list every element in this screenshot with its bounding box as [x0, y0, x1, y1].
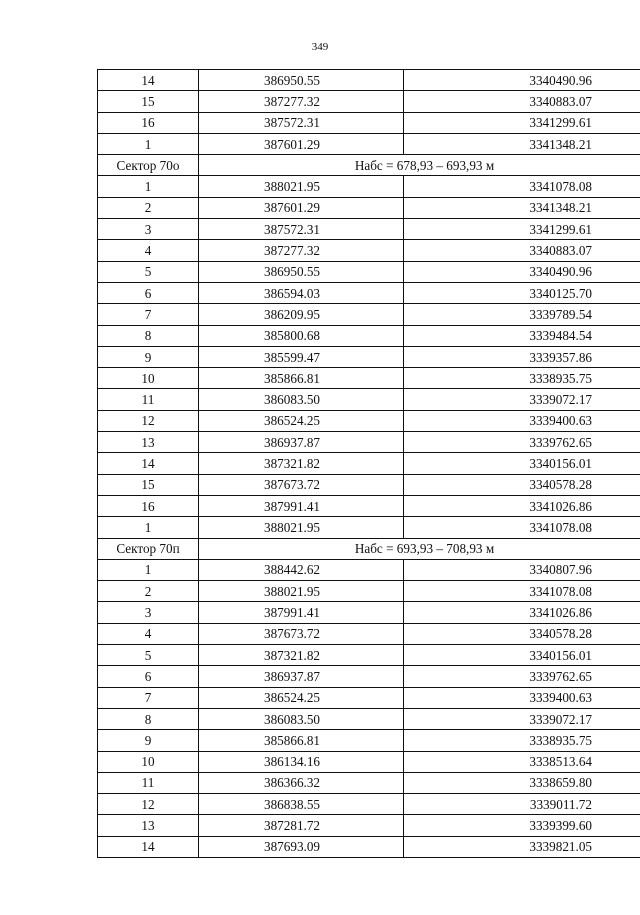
- point-number: 9: [98, 730, 199, 751]
- point-number: 5: [98, 645, 199, 666]
- coordinate-x: 386950.55: [199, 261, 404, 282]
- coordinate-y: 3341348.21: [404, 133, 640, 154]
- point-number: 1: [98, 559, 199, 580]
- point-number: 2: [98, 197, 199, 218]
- point-number: 4: [98, 240, 199, 261]
- point-number: 5: [98, 261, 199, 282]
- coordinate-y: 3340883.07: [404, 91, 640, 112]
- table-row: [98, 240, 640, 261]
- coordinate-y: 3339399.60: [404, 815, 640, 836]
- coordinate-y: 3340578.28: [404, 623, 640, 644]
- coordinates-table: [97, 69, 640, 858]
- coordinate-x: 386524.25: [199, 687, 404, 708]
- point-number: 14: [98, 70, 199, 91]
- table-row: [98, 474, 640, 495]
- point-number: 8: [98, 708, 199, 729]
- coordinate-x: 386937.87: [199, 432, 404, 453]
- coordinate-y: 3341078.08: [404, 581, 640, 602]
- coordinate-x: 387991.41: [199, 495, 404, 516]
- point-number: 10: [98, 368, 199, 389]
- table-row: [98, 176, 640, 197]
- coordinate-y: 3339821.05: [404, 836, 640, 857]
- coordinate-x: 386083.50: [199, 389, 404, 410]
- coordinate-x: 387601.29: [199, 197, 404, 218]
- coordinate-x: 387991.41: [199, 602, 404, 623]
- coordinate-x: 388021.95: [199, 176, 404, 197]
- table-row: [98, 219, 640, 240]
- coordinate-y: 3341026.86: [404, 495, 640, 516]
- table-row: [98, 133, 640, 154]
- coordinate-x: 386524.25: [199, 410, 404, 431]
- coordinate-y: 3338935.75: [404, 368, 640, 389]
- coordinate-y: 3341299.61: [404, 112, 640, 133]
- coordinate-x: 387277.32: [199, 240, 404, 261]
- coordinate-x: 388442.62: [199, 559, 404, 580]
- table-row: [98, 581, 640, 602]
- table-row: [98, 432, 640, 453]
- coordinate-x: 387321.82: [199, 453, 404, 474]
- table-row: [98, 112, 640, 133]
- coordinate-x: 387572.31: [199, 112, 404, 133]
- point-number: 10: [98, 751, 199, 772]
- coordinate-y: 3340490.96: [404, 261, 640, 282]
- coordinate-x: 385599.47: [199, 346, 404, 367]
- point-number: 1: [98, 176, 199, 197]
- table-row: [98, 708, 640, 729]
- coordinate-x: 386134.16: [199, 751, 404, 772]
- coordinate-x: 387673.72: [199, 474, 404, 495]
- table-row: [98, 666, 640, 687]
- coordinate-y: 3340807.96: [404, 559, 640, 580]
- coordinate-x: 386083.50: [199, 708, 404, 729]
- coordinate-y: 3341026.86: [404, 602, 640, 623]
- sector-height-range: Набс = 693,93 – 708,93 м: [199, 538, 640, 559]
- point-number: 3: [98, 602, 199, 623]
- point-number: 8: [98, 325, 199, 346]
- coordinates-table-body: [98, 70, 640, 858]
- point-number: 6: [98, 666, 199, 687]
- point-number: 11: [98, 389, 199, 410]
- coordinate-x: 387321.82: [199, 645, 404, 666]
- coordinate-y: 3340125.70: [404, 282, 640, 303]
- coordinate-y: 3341299.61: [404, 219, 640, 240]
- table-row: [98, 559, 640, 580]
- table-row: [98, 453, 640, 474]
- table-row: [98, 495, 640, 516]
- coordinate-y: 3339400.63: [404, 410, 640, 431]
- coordinate-y: 3340578.28: [404, 474, 640, 495]
- table-row: [98, 282, 640, 303]
- point-number: 7: [98, 304, 199, 325]
- point-number: 13: [98, 432, 199, 453]
- point-number: 12: [98, 794, 199, 815]
- coordinate-x: 386366.32: [199, 772, 404, 793]
- point-number: 4: [98, 623, 199, 644]
- table-row: [98, 70, 640, 91]
- table-row: [98, 325, 640, 346]
- coordinate-y: 3340156.01: [404, 453, 640, 474]
- point-number: 13: [98, 815, 199, 836]
- point-number: 7: [98, 687, 199, 708]
- coordinate-y: 3339072.17: [404, 389, 640, 410]
- coordinate-x: 386838.55: [199, 794, 404, 815]
- point-number: 16: [98, 495, 199, 516]
- table-row: [98, 91, 640, 112]
- coordinate-x: 387277.32: [199, 91, 404, 112]
- table-row: [98, 815, 640, 836]
- coordinate-y: 3339400.63: [404, 687, 640, 708]
- coordinate-y: 3339072.17: [404, 708, 640, 729]
- sector-height-range: Набс = 678,93 – 693,93 м: [199, 155, 640, 176]
- sector-name: Сектор 70о: [98, 155, 199, 176]
- table-row: [98, 389, 640, 410]
- sector-header-row: [98, 155, 640, 176]
- coordinate-y: 3339484.54: [404, 325, 640, 346]
- sector-name: Сектор 70п: [98, 538, 199, 559]
- table-row: [98, 602, 640, 623]
- point-number: 1: [98, 133, 199, 154]
- coordinate-x: 386594.03: [199, 282, 404, 303]
- point-number: 3: [98, 219, 199, 240]
- coordinate-x: 385800.68: [199, 325, 404, 346]
- coordinate-y: 3340883.07: [404, 240, 640, 261]
- table-row: [98, 772, 640, 793]
- table-row: [98, 645, 640, 666]
- coordinate-x: 385866.81: [199, 730, 404, 751]
- table-row: [98, 836, 640, 857]
- coordinate-x: 388021.95: [199, 517, 404, 538]
- coordinate-y: 3341078.08: [404, 517, 640, 538]
- point-number: 12: [98, 410, 199, 431]
- page-number: 349: [311, 41, 329, 53]
- point-number: 6: [98, 282, 199, 303]
- point-number: 14: [98, 453, 199, 474]
- coordinate-x: 387673.72: [199, 623, 404, 644]
- coordinate-y: 3341348.21: [404, 197, 640, 218]
- table-row: [98, 197, 640, 218]
- coordinate-y: 3339789.54: [404, 304, 640, 325]
- coordinate-x: 388021.95: [199, 581, 404, 602]
- coordinate-y: 3341078.08: [404, 176, 640, 197]
- coordinate-y: 3340490.96: [404, 70, 640, 91]
- table-row: [98, 730, 640, 751]
- coordinate-x: 387572.31: [199, 219, 404, 240]
- point-number: 14: [98, 836, 199, 857]
- coordinate-y: 3338659.80: [404, 772, 640, 793]
- point-number: 15: [98, 91, 199, 112]
- table-row: [98, 794, 640, 815]
- coordinate-x: 386937.87: [199, 666, 404, 687]
- point-number: 9: [98, 346, 199, 367]
- coordinate-x: 385866.81: [199, 368, 404, 389]
- point-number: 1: [98, 517, 199, 538]
- point-number: 11: [98, 772, 199, 793]
- coordinate-x: 387601.29: [199, 133, 404, 154]
- table-row: [98, 261, 640, 282]
- coordinate-x: 386950.55: [199, 70, 404, 91]
- point-number: 16: [98, 112, 199, 133]
- table-row: [98, 517, 640, 538]
- coordinate-y: 3339762.65: [404, 432, 640, 453]
- table-row: [98, 410, 640, 431]
- sector-header-row: [98, 538, 640, 559]
- table-row: [98, 304, 640, 325]
- table-row: [98, 623, 640, 644]
- coordinate-y: 3339762.65: [404, 666, 640, 687]
- coordinate-y: 3338513.64: [404, 751, 640, 772]
- table-row: [98, 751, 640, 772]
- table-row: [98, 346, 640, 367]
- point-number: 15: [98, 474, 199, 495]
- coordinate-x: 387693.09: [199, 836, 404, 857]
- coordinate-x: 386209.95: [199, 304, 404, 325]
- table-row: [98, 368, 640, 389]
- coordinate-y: 3340156.01: [404, 645, 640, 666]
- point-number: 2: [98, 581, 199, 602]
- coordinate-y: 3339011.72: [404, 794, 640, 815]
- table-row: [98, 687, 640, 708]
- coordinate-y: 3338935.75: [404, 730, 640, 751]
- coordinate-y: 3339357.86: [404, 346, 640, 367]
- coordinate-x: 387281.72: [199, 815, 404, 836]
